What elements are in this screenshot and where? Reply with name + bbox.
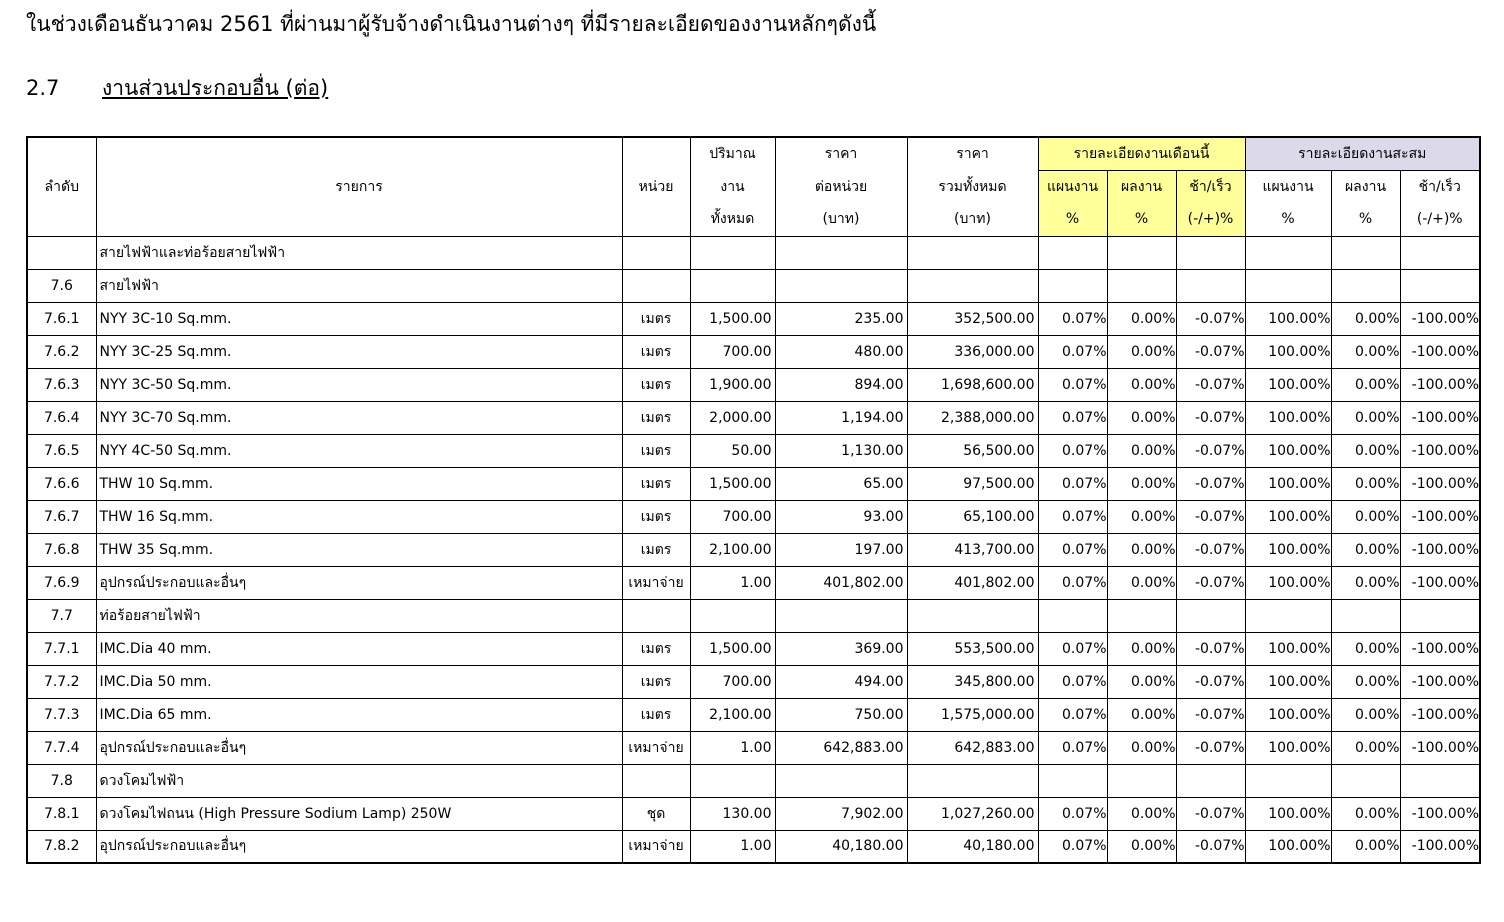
- row-item: ดวงโคมไฟถนน (High Pressure Sodium Lamp) 250W: [96, 797, 622, 830]
- row-month-diff: [1176, 236, 1245, 269]
- header-qty-2: งาน: [690, 170, 775, 203]
- row-cum-result: 0.00%: [1331, 434, 1400, 467]
- table-row: [27, 368, 1480, 401]
- row-cum-plan: 100.00%: [1245, 500, 1331, 533]
- row-cum-plan: [1245, 599, 1331, 632]
- row-cum-result: 0.00%: [1331, 566, 1400, 599]
- header-cum-result-unit: %: [1331, 203, 1400, 236]
- row-month-result: 0.00%: [1107, 500, 1176, 533]
- row-seq: 7.7.4: [27, 731, 96, 764]
- row-cum-result: 0.00%: [1331, 665, 1400, 698]
- table-row: [27, 665, 1480, 698]
- row-cum-diff: -100.00%: [1400, 632, 1480, 665]
- header-month-plan: แผนงาน: [1038, 170, 1107, 203]
- header-unit: หน่วย: [622, 137, 690, 236]
- row-unit: เหมาจ่าย: [622, 731, 690, 764]
- row-unit-price: 235.00: [775, 302, 907, 335]
- row-cum-diff: -100.00%: [1400, 434, 1480, 467]
- row-month-result: 0.00%: [1107, 368, 1176, 401]
- row-month-result: 0.00%: [1107, 566, 1176, 599]
- row-month-plan: [1038, 269, 1107, 302]
- row-month-diff: -0.07%: [1176, 401, 1245, 434]
- row-qty: 700.00: [690, 335, 775, 368]
- row-month-result: 0.00%: [1107, 632, 1176, 665]
- row-unit-price: 1,130.00: [775, 434, 907, 467]
- row-cum-result: 0.00%: [1331, 533, 1400, 566]
- row-cum-diff: -100.00%: [1400, 566, 1480, 599]
- row-cum-diff: [1400, 269, 1480, 302]
- row-qty: 2,100.00: [690, 533, 775, 566]
- row-unit: เมตร: [622, 302, 690, 335]
- row-cum-plan: 100.00%: [1245, 632, 1331, 665]
- row-total-price: [907, 269, 1038, 302]
- table-row: [27, 599, 1480, 632]
- row-seq: 7.7.1: [27, 632, 96, 665]
- row-cum-result: 0.00%: [1331, 467, 1400, 500]
- row-cum-diff: [1400, 599, 1480, 632]
- row-unit: เมตร: [622, 335, 690, 368]
- row-unit: เมตร: [622, 500, 690, 533]
- row-seq: 7.8: [27, 764, 96, 797]
- row-seq: 7.7.2: [27, 665, 96, 698]
- row-month-result: 0.00%: [1107, 434, 1176, 467]
- row-seq: 7.8.2: [27, 830, 96, 863]
- row-cum-result: 0.00%: [1331, 632, 1400, 665]
- header-month-diff: ช้า/เร็ว: [1176, 170, 1245, 203]
- table-row: [27, 698, 1480, 731]
- row-qty: 1.00: [690, 731, 775, 764]
- row-unit-price: [775, 764, 907, 797]
- row-cum-diff: -100.00%: [1400, 302, 1480, 335]
- row-cum-plan: 100.00%: [1245, 731, 1331, 764]
- row-month-plan: 0.07%: [1038, 830, 1107, 863]
- row-total-price: 1,698,600.00: [907, 368, 1038, 401]
- row-cum-plan: 100.00%: [1245, 665, 1331, 698]
- row-cum-diff: -100.00%: [1400, 500, 1480, 533]
- row-total-price: 40,180.00: [907, 830, 1038, 863]
- row-month-plan: 0.07%: [1038, 500, 1107, 533]
- row-month-diff: [1176, 599, 1245, 632]
- row-cum-result: 0.00%: [1331, 401, 1400, 434]
- row-item: สายไฟฟ้าและท่อร้อยสายไฟฟ้า: [96, 236, 622, 269]
- header-unit-price-3: (บาท): [775, 203, 907, 236]
- row-seq: 7.7.3: [27, 698, 96, 731]
- row-cum-plan: 100.00%: [1245, 401, 1331, 434]
- row-unit: [622, 764, 690, 797]
- header-qty-3: ทั้งหมด: [690, 203, 775, 236]
- row-month-plan: 0.07%: [1038, 533, 1107, 566]
- row-unit: เมตร: [622, 401, 690, 434]
- header-item: รายการ: [96, 137, 622, 236]
- row-unit-price: 642,883.00: [775, 731, 907, 764]
- row-total-price: 1,027,260.00: [907, 797, 1038, 830]
- row-cum-result: 0.00%: [1331, 335, 1400, 368]
- row-qty: 2,000.00: [690, 401, 775, 434]
- header-cum-result: ผลงาน: [1331, 170, 1400, 203]
- row-cum-diff: -100.00%: [1400, 368, 1480, 401]
- row-item: ดวงโคมไฟฟ้า: [96, 764, 622, 797]
- row-month-result: 0.00%: [1107, 401, 1176, 434]
- row-month-plan: [1038, 236, 1107, 269]
- table-row: [27, 302, 1480, 335]
- row-month-plan: 0.07%: [1038, 401, 1107, 434]
- row-qty: [690, 236, 775, 269]
- row-unit-price: 494.00: [775, 665, 907, 698]
- row-unit: เมตร: [622, 434, 690, 467]
- row-seq: 7.6.8: [27, 533, 96, 566]
- header-total-price-3: (บาท): [907, 203, 1038, 236]
- row-cum-diff: -100.00%: [1400, 401, 1480, 434]
- row-cum-result: [1331, 599, 1400, 632]
- row-month-plan: [1038, 764, 1107, 797]
- row-cum-diff: [1400, 236, 1480, 269]
- section-name: งานส่วนประกอบอื่น (ต่อ): [102, 76, 329, 100]
- row-month-diff: -0.07%: [1176, 566, 1245, 599]
- row-month-plan: 0.07%: [1038, 467, 1107, 500]
- header-cumulative-group: รายละเอียดงานสะสม: [1245, 137, 1480, 170]
- table-row: [27, 632, 1480, 665]
- row-unit-price: 894.00: [775, 368, 907, 401]
- row-total-price: 401,802.00: [907, 566, 1038, 599]
- row-month-diff: -0.07%: [1176, 467, 1245, 500]
- row-item: อุปกรณ์ประกอบและอื่นๆ: [96, 566, 622, 599]
- row-qty: 1.00: [690, 566, 775, 599]
- row-cum-diff: [1400, 764, 1480, 797]
- row-unit: เมตร: [622, 368, 690, 401]
- table-row: [27, 236, 1480, 269]
- table-row: [27, 500, 1480, 533]
- row-month-result: 0.00%: [1107, 731, 1176, 764]
- row-cum-diff: -100.00%: [1400, 698, 1480, 731]
- row-cum-result: [1331, 269, 1400, 302]
- header-cum-plan: แผนงาน: [1245, 170, 1331, 203]
- row-month-result: 0.00%: [1107, 467, 1176, 500]
- table-row: [27, 830, 1480, 863]
- row-unit-price: [775, 599, 907, 632]
- row-item: IMC.Dia 50 mm.: [96, 665, 622, 698]
- row-total-price: 2,388,000.00: [907, 401, 1038, 434]
- row-seq: 7.7: [27, 599, 96, 632]
- row-total-price: 413,700.00: [907, 533, 1038, 566]
- row-unit-price: 480.00: [775, 335, 907, 368]
- row-item: IMC.Dia 65 mm.: [96, 698, 622, 731]
- row-month-plan: 0.07%: [1038, 335, 1107, 368]
- row-unit-price: 7,902.00: [775, 797, 907, 830]
- row-qty: [690, 764, 775, 797]
- row-month-diff: -0.07%: [1176, 434, 1245, 467]
- row-month-diff: -0.07%: [1176, 830, 1245, 863]
- row-unit-price: 369.00: [775, 632, 907, 665]
- row-cum-plan: 100.00%: [1245, 830, 1331, 863]
- row-unit: เหมาจ่าย: [622, 566, 690, 599]
- row-item: อุปกรณ์ประกอบและอื่นๆ: [96, 830, 622, 863]
- row-qty: 700.00: [690, 665, 775, 698]
- row-cum-diff: -100.00%: [1400, 467, 1480, 500]
- header-cum-plan-unit: %: [1245, 203, 1331, 236]
- row-cum-diff: -100.00%: [1400, 731, 1480, 764]
- row-cum-result: 0.00%: [1331, 830, 1400, 863]
- row-month-result: 0.00%: [1107, 302, 1176, 335]
- row-unit-price: 401,802.00: [775, 566, 907, 599]
- row-item: อุปกรณ์ประกอบและอื่นๆ: [96, 731, 622, 764]
- row-month-plan: 0.07%: [1038, 632, 1107, 665]
- row-unit-price: 197.00: [775, 533, 907, 566]
- row-cum-plan: 100.00%: [1245, 467, 1331, 500]
- header-month-result-unit: %: [1107, 203, 1176, 236]
- row-month-plan: [1038, 599, 1107, 632]
- row-total-price: 345,800.00: [907, 665, 1038, 698]
- row-unit-price: 93.00: [775, 500, 907, 533]
- row-total-price: 553,500.00: [907, 632, 1038, 665]
- row-qty: 700.00: [690, 500, 775, 533]
- section-number: 2.7: [26, 76, 60, 100]
- row-cum-diff: -100.00%: [1400, 665, 1480, 698]
- row-month-plan: 0.07%: [1038, 368, 1107, 401]
- row-cum-plan: 100.00%: [1245, 434, 1331, 467]
- row-qty: 1,900.00: [690, 368, 775, 401]
- row-cum-result: 0.00%: [1331, 698, 1400, 731]
- row-total-price: [907, 236, 1038, 269]
- table-row: [27, 566, 1480, 599]
- row-item: IMC.Dia 40 mm.: [96, 632, 622, 665]
- row-item: ท่อร้อยสายไฟฟ้า: [96, 599, 622, 632]
- row-month-diff: [1176, 764, 1245, 797]
- table-row: [27, 797, 1480, 830]
- table-row: [27, 764, 1480, 797]
- row-unit: เมตร: [622, 467, 690, 500]
- row-unit: [622, 236, 690, 269]
- row-month-plan: 0.07%: [1038, 665, 1107, 698]
- row-item: NYY 3C-25 Sq.mm.: [96, 335, 622, 368]
- row-cum-plan: 100.00%: [1245, 533, 1331, 566]
- row-unit: ชุด: [622, 797, 690, 830]
- row-month-result: 0.00%: [1107, 335, 1176, 368]
- row-item: NYY 3C-10 Sq.mm.: [96, 302, 622, 335]
- row-month-plan: 0.07%: [1038, 302, 1107, 335]
- row-item: NYY 3C-70 Sq.mm.: [96, 401, 622, 434]
- section-title: [26, 72, 328, 105]
- row-item: สายไฟฟ้า: [96, 269, 622, 302]
- row-month-plan: 0.07%: [1038, 698, 1107, 731]
- row-total-price: [907, 764, 1038, 797]
- row-unit: เหมาจ่าย: [622, 830, 690, 863]
- progress-table: [26, 136, 1481, 864]
- header-month-diff-unit: (-/+)%: [1176, 203, 1245, 236]
- row-unit: [622, 599, 690, 632]
- row-seq: 7.8.1: [27, 797, 96, 830]
- row-month-result: 0.00%: [1107, 665, 1176, 698]
- table-row: [27, 269, 1480, 302]
- row-qty: 1.00: [690, 830, 775, 863]
- row-total-price: 97,500.00: [907, 467, 1038, 500]
- row-cum-plan: [1245, 236, 1331, 269]
- table-row: [27, 401, 1480, 434]
- row-month-result: 0.00%: [1107, 797, 1176, 830]
- header-unit-price-1: ราคา: [775, 137, 907, 170]
- row-month-diff: -0.07%: [1176, 335, 1245, 368]
- row-unit-price: 65.00: [775, 467, 907, 500]
- row-cum-diff: -100.00%: [1400, 830, 1480, 863]
- row-cum-result: 0.00%: [1331, 797, 1400, 830]
- row-cum-diff: -100.00%: [1400, 335, 1480, 368]
- row-month-result: [1107, 599, 1176, 632]
- row-cum-result: 0.00%: [1331, 368, 1400, 401]
- row-item: NYY 4C-50 Sq.mm.: [96, 434, 622, 467]
- header-month-result: ผลงาน: [1107, 170, 1176, 203]
- row-month-diff: -0.07%: [1176, 632, 1245, 665]
- row-total-price: 642,883.00: [907, 731, 1038, 764]
- row-unit-price: [775, 269, 907, 302]
- row-month-plan: 0.07%: [1038, 434, 1107, 467]
- row-month-plan: 0.07%: [1038, 731, 1107, 764]
- row-unit-price: 750.00: [775, 698, 907, 731]
- page-heading: ในช่วงเดือนธันวาคม 2561 ที่ผ่านมาผู้รับจ้างดำเนินงานต่างๆ ที่มีรายละเอียดของงานหลักๆดังนี้: [26, 12, 877, 36]
- row-seq: 7.6: [27, 269, 96, 302]
- row-cum-result: [1331, 764, 1400, 797]
- row-cum-plan: 100.00%: [1245, 797, 1331, 830]
- row-total-price: [907, 599, 1038, 632]
- row-month-plan: 0.07%: [1038, 797, 1107, 830]
- row-month-diff: -0.07%: [1176, 698, 1245, 731]
- row-total-price: 65,100.00: [907, 500, 1038, 533]
- row-cum-plan: 100.00%: [1245, 368, 1331, 401]
- row-cum-plan: [1245, 764, 1331, 797]
- row-month-diff: -0.07%: [1176, 533, 1245, 566]
- row-qty: 1,500.00: [690, 302, 775, 335]
- row-month-diff: -0.07%: [1176, 500, 1245, 533]
- row-cum-plan: 100.00%: [1245, 698, 1331, 731]
- row-cum-result: 0.00%: [1331, 302, 1400, 335]
- row-unit: เมตร: [622, 533, 690, 566]
- row-seq: 7.6.2: [27, 335, 96, 368]
- row-total-price: 56,500.00: [907, 434, 1038, 467]
- row-unit-price: 40,180.00: [775, 830, 907, 863]
- row-unit: เมตร: [622, 632, 690, 665]
- row-total-price: 1,575,000.00: [907, 698, 1038, 731]
- row-seq: 7.6.6: [27, 467, 96, 500]
- header-cum-diff-unit: (-/+)%: [1400, 203, 1480, 236]
- row-month-diff: -0.07%: [1176, 731, 1245, 764]
- header-qty-1: ปริมาณ: [690, 137, 775, 170]
- row-seq: 7.6.4: [27, 401, 96, 434]
- row-cum-result: 0.00%: [1331, 500, 1400, 533]
- row-unit: เมตร: [622, 698, 690, 731]
- row-cum-plan: 100.00%: [1245, 566, 1331, 599]
- header-total-price-1: ราคา: [907, 137, 1038, 170]
- row-item: THW 10 Sq.mm.: [96, 467, 622, 500]
- row-month-diff: -0.07%: [1176, 665, 1245, 698]
- row-unit: [622, 269, 690, 302]
- row-qty: 2,100.00: [690, 698, 775, 731]
- row-unit: เมตร: [622, 665, 690, 698]
- row-month-diff: -0.07%: [1176, 302, 1245, 335]
- row-cum-plan: 100.00%: [1245, 302, 1331, 335]
- row-seq: 7.6.1: [27, 302, 96, 335]
- table-row: [27, 731, 1480, 764]
- row-cum-result: 0.00%: [1331, 731, 1400, 764]
- row-seq: 7.6.7: [27, 500, 96, 533]
- row-month-result: 0.00%: [1107, 698, 1176, 731]
- row-month-diff: -0.07%: [1176, 368, 1245, 401]
- row-qty: 1,500.00: [690, 632, 775, 665]
- row-total-price: 352,500.00: [907, 302, 1038, 335]
- row-unit-price: [775, 236, 907, 269]
- row-unit-price: 1,194.00: [775, 401, 907, 434]
- row-qty: [690, 599, 775, 632]
- row-month-plan: 0.07%: [1038, 566, 1107, 599]
- row-qty: 130.00: [690, 797, 775, 830]
- table-row: [27, 467, 1480, 500]
- row-month-diff: -0.07%: [1176, 797, 1245, 830]
- row-month-result: [1107, 236, 1176, 269]
- row-month-result: 0.00%: [1107, 533, 1176, 566]
- row-seq: 7.6.3: [27, 368, 96, 401]
- row-seq: 7.6.5: [27, 434, 96, 467]
- row-item: THW 16 Sq.mm.: [96, 500, 622, 533]
- row-qty: 1,500.00: [690, 467, 775, 500]
- header-unit-price-2: ต่อหน่วย: [775, 170, 907, 203]
- row-month-result: [1107, 269, 1176, 302]
- row-qty: 50.00: [690, 434, 775, 467]
- row-month-result: 0.00%: [1107, 830, 1176, 863]
- header-total-price-2: รวมทั้งหมด: [907, 170, 1038, 203]
- header-month-group: รายละเอียดงานเดือนนี้: [1038, 137, 1245, 170]
- header-cum-diff: ช้า/เร็ว: [1400, 170, 1480, 203]
- row-seq: 7.6.9: [27, 566, 96, 599]
- row-seq: [27, 236, 96, 269]
- row-item: THW 35 Sq.mm.: [96, 533, 622, 566]
- row-cum-diff: -100.00%: [1400, 797, 1480, 830]
- header-seq: ลำดับ: [27, 137, 96, 236]
- row-month-result: [1107, 764, 1176, 797]
- table-row: [27, 335, 1480, 368]
- row-cum-plan: 100.00%: [1245, 335, 1331, 368]
- table-row: [27, 434, 1480, 467]
- table-row: [27, 533, 1480, 566]
- row-qty: [690, 269, 775, 302]
- row-item: NYY 3C-50 Sq.mm.: [96, 368, 622, 401]
- row-cum-diff: -100.00%: [1400, 533, 1480, 566]
- row-cum-result: [1331, 236, 1400, 269]
- row-month-diff: [1176, 269, 1245, 302]
- header-month-plan-unit: %: [1038, 203, 1107, 236]
- row-total-price: 336,000.00: [907, 335, 1038, 368]
- row-cum-plan: [1245, 269, 1331, 302]
